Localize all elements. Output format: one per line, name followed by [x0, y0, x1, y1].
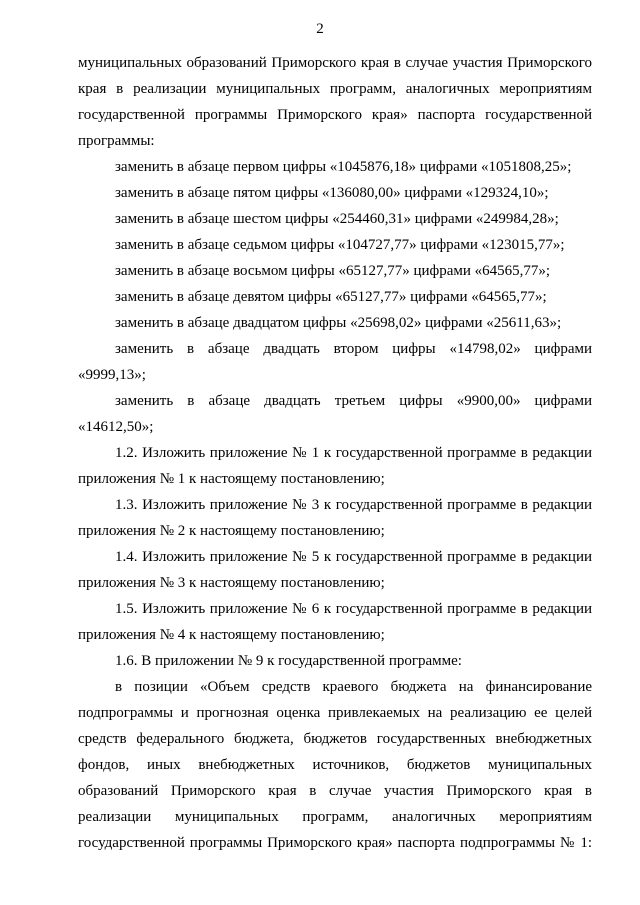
paragraph-replace-sixth: заменить в абзаце шестом цифры «254460,31» цифрами «249984,28»;	[115, 211, 559, 227]
paragraph-continuation: муниципальных образований Приморского края в случае участия Приморского края в реализации муниципальных программ, аналогичных мероприятиям государственной программы Приморского края» паспорта государственной программы:	[78, 55, 592, 149]
document-body	[78, 50, 592, 856]
paragraph-replace-seventh: заменить в абзаце седьмом цифры «104727,77» цифрами «123015,77»;	[115, 237, 565, 253]
paragraph-replace-twentieth: заменить в абзаце двадцатом цифры «25698,02» цифрами «25611,63»;	[115, 315, 562, 331]
paragraph-replace-eighth: заменить в абзаце восьмом цифры «65127,77» цифрами «64565,77»;	[115, 263, 551, 279]
paragraph-item-1-3: 1.3. Изложить приложение № 3 к государственной программе в редакции приложения № 2 к настоящему постановлению;	[78, 497, 592, 539]
paragraph-item-1-2: 1.2. Изложить приложение № 1 к государственной программе в редакции приложения № 1 к настоящему постановлению;	[78, 445, 592, 487]
paragraph-item-1-5: 1.5. Изложить приложение № 6 к государственной программе в редакции приложения № 4 к настоящему постановлению;	[78, 601, 592, 643]
paragraph-replace-twenty-second: заменить в абзаце двадцать втором цифры «14798,02» цифрами «9999,13»;	[78, 341, 592, 383]
paragraph-item-1-6: 1.6. В приложении № 9 к государственной программе:	[115, 653, 462, 669]
paragraph-position: в позиции «Объем средств краевого бюджета на финансирование подпрограммы и прогнозная оценка привлекаемых на реализацию ее целей средств федерального бюджета, бюджетов государственных внебюджетных фондов, иных внебюджетных источников, бюджетов муниципальных образований Приморского края в случае участия Приморского края в реализации муниципальных программ, аналогичных мероприятиям государственной программы Приморского края» паспорта подпрограммы № 1:	[78, 679, 592, 851]
paragraph-replace-twenty-third: заменить в абзаце двадцать третьем цифры «9900,00» цифрами «14612,50»;	[78, 393, 592, 435]
paragraph-replace-fifth: заменить в абзаце пятом цифры «136080,00» цифрами «129324,10»;	[115, 185, 549, 201]
paragraph-replace-first: заменить в абзаце первом цифры «1045876,18» цифрами «1051808,25»;	[115, 159, 572, 175]
paragraph-item-1-4: 1.4. Изложить приложение № 5 к государственной программе в редакции приложения № 3 к настоящему постановлению;	[78, 549, 592, 591]
paragraph-replace-ninth: заменить в абзаце девятом цифры «65127,77» цифрами «64565,77»;	[115, 289, 547, 305]
page-number: 2	[316, 21, 324, 37]
